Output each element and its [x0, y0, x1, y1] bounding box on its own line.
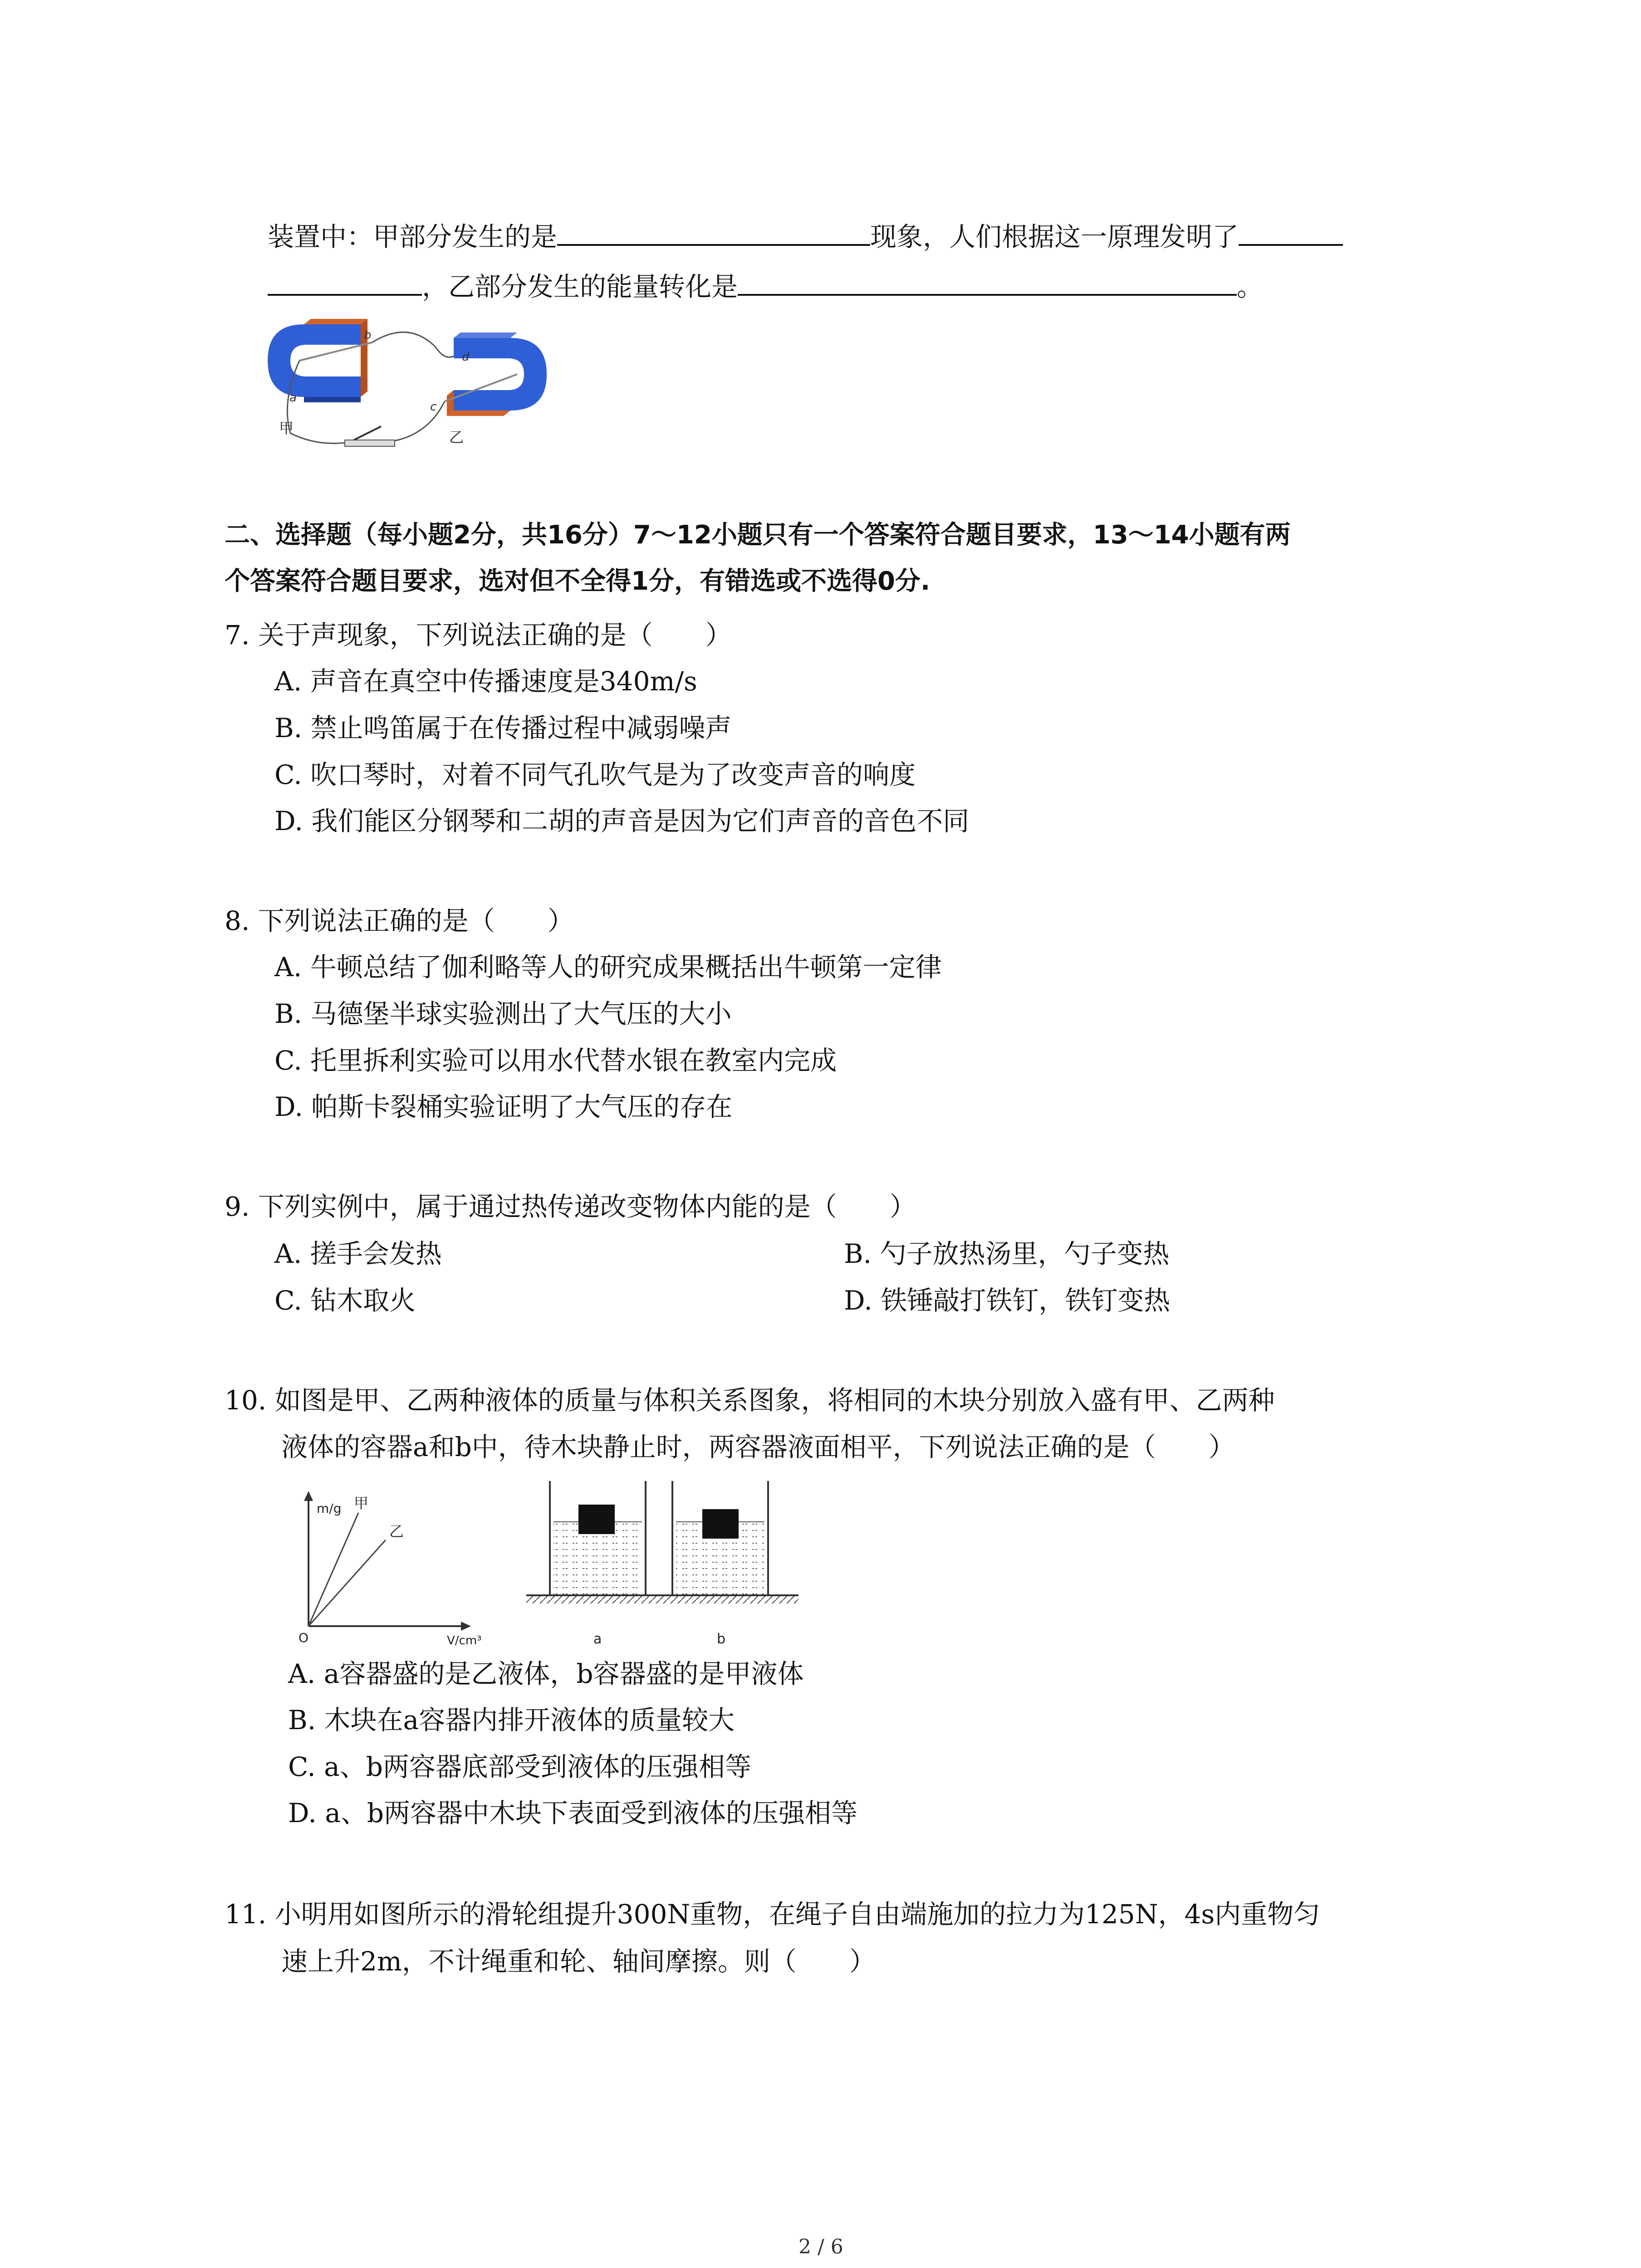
switch-icon — [345, 440, 395, 446]
wire-top-icon — [372, 332, 454, 357]
wood-block-a — [578, 1505, 615, 1534]
q9-option-b[interactable]: B. 勺子放热汤里，勺子变热 — [844, 1238, 1170, 1269]
label-jia: 甲 — [279, 420, 294, 437]
right-magnet-top-icon — [454, 332, 517, 338]
graph-label-yi: 乙 — [389, 1523, 404, 1540]
switch-lever-icon — [354, 426, 381, 440]
y-axis-arrow-icon — [304, 1491, 313, 1501]
q8-option-a[interactable]: A. 牛顿总结了伽利略等人的研究成果概括出牛顿第一定律 — [274, 952, 942, 982]
q8-stem: 8. 下列说法正确的是（ ） — [225, 905, 574, 936]
q10-option-b[interactable]: B. 木块在a容器内排开液体的质量较大 — [288, 1705, 735, 1735]
left-magnet-icon — [268, 324, 361, 397]
x-axis-arrow-icon — [461, 1622, 471, 1631]
q7-option-b[interactable]: B. 禁止鸣笛属于在传播过程中减弱噪声 — [274, 713, 732, 743]
graph-xlabel: V/cm³ — [447, 1634, 482, 1647]
q10-containers-figure — [522, 1476, 803, 1653]
q10-mass-volume-graph — [290, 1481, 490, 1649]
label-c: c — [430, 400, 437, 414]
q10-option-a[interactable]: A. a容器盛的是乙液体，b容器盛的是甲液体 — [288, 1658, 804, 1689]
q11-stem-line2: 速上升2m，不计绳重和轮、轴间摩擦。则（ ） — [281, 1946, 876, 1977]
wood-block-b — [702, 1509, 739, 1539]
label-d: d — [462, 350, 470, 364]
q7-stem: 7. 关于声现象，下列说法正确的是（ ） — [225, 620, 732, 650]
magnet-figure — [263, 311, 554, 460]
q8-option-d[interactable]: D. 帕斯卡裂桶实验证明了大气压的存在 — [274, 1091, 733, 1122]
container-label-b: b — [717, 1631, 726, 1647]
q6-line2-part-a: ，乙部分发生的能量转化是 — [422, 271, 738, 302]
section2-heading-line1: 二、选择题（每小题2分，共16分）7～12小题只有一个答案符合题目要求，13～14小题有两 — [225, 520, 1291, 550]
q8-option-c[interactable]: C. 托里拆利实验可以用水代替水银在教室内完成 — [274, 1045, 837, 1076]
graph-origin: O — [299, 1630, 309, 1645]
q6-line1 — [268, 217, 1343, 256]
q8-option-b[interactable]: B. 马德堡半球实验测出了大气压的大小 — [274, 998, 732, 1029]
right-magnet-icon — [454, 338, 547, 411]
q9-stem: 9. 下列实例中，属于通过热传递改变物体内能的是（ ） — [225, 1191, 916, 1222]
label-yi: 乙 — [449, 429, 464, 446]
q6-blank-3[interactable] — [268, 267, 422, 296]
q6-line2-part-b: 。 — [1237, 271, 1264, 302]
q7-option-c[interactable]: C. 吹口琴时，对着不同气孔吹气是为了改变声音的响度 — [274, 759, 916, 790]
q6-line1-part-b: 现象，人们根据这一原理发明了 — [870, 221, 1239, 252]
q6-line1-part-a: 装置中：甲部分发生的是 — [268, 221, 558, 252]
q6-blank-2[interactable] — [1239, 217, 1343, 246]
container-b — [672, 1481, 768, 1595]
q10-option-c[interactable]: C. a、b两容器底部受到液体的压强相等 — [288, 1751, 751, 1782]
q10-option-d[interactable]: D. a、b两容器中木块下表面受到液体的压强相等 — [288, 1798, 858, 1828]
q10-stem-line2: 液体的容器a和b中，待木块静止时，两容器液面相平，下列说法正确的是（ ） — [281, 1432, 1235, 1462]
line-yi — [309, 1540, 386, 1626]
q6-blank-4[interactable] — [738, 267, 1237, 296]
graph-ylabel: m/g — [317, 1501, 342, 1516]
graph-label-jia: 甲 — [354, 1495, 369, 1512]
right-magnet-bottom-icon — [447, 411, 510, 416]
ground-hatch — [526, 1596, 798, 1603]
q9-option-c[interactable]: C. 钻木取火 — [274, 1285, 416, 1316]
left-magnet-bottom-icon — [304, 397, 361, 402]
container-a — [550, 1481, 646, 1595]
q9-option-d[interactable]: D. 铁锤敲打铁钉，铁钉变热 — [844, 1285, 1171, 1316]
q11-stem-line1: 11. 小明用如图所示的滑轮组提升300N重物，在绳子自由端施加的拉力为125N，4s内重物匀 — [225, 1899, 1320, 1930]
q7-option-a[interactable]: A. 声音在真空中传播速度是340m/s — [274, 666, 697, 697]
label-a: a — [289, 391, 297, 405]
q7-option-d[interactable]: D. 我们能区分钢琴和二胡的声音是因为它们声音的音色不同 — [274, 806, 970, 836]
label-b: b — [364, 328, 372, 342]
q6-line2 — [268, 267, 1263, 306]
container-label-a: a — [593, 1631, 602, 1647]
section2-heading-line2: 个答案符合题目要求，选对但不全得1分，有错选或不选得0分. — [225, 567, 931, 596]
page-number: 2 / 6 — [798, 2235, 843, 2258]
q6-blank-1[interactable] — [557, 217, 870, 246]
q10-stem-line1: 10. 如图是甲、乙两种液体的质量与体积关系图象，将相同的木块分别放入盛有甲、乙两种 — [225, 1385, 1275, 1416]
q9-option-a[interactable]: A. 搓手会发热 — [274, 1238, 442, 1269]
left-magnet-top-icon — [304, 319, 367, 324]
line-jia — [309, 1513, 358, 1626]
